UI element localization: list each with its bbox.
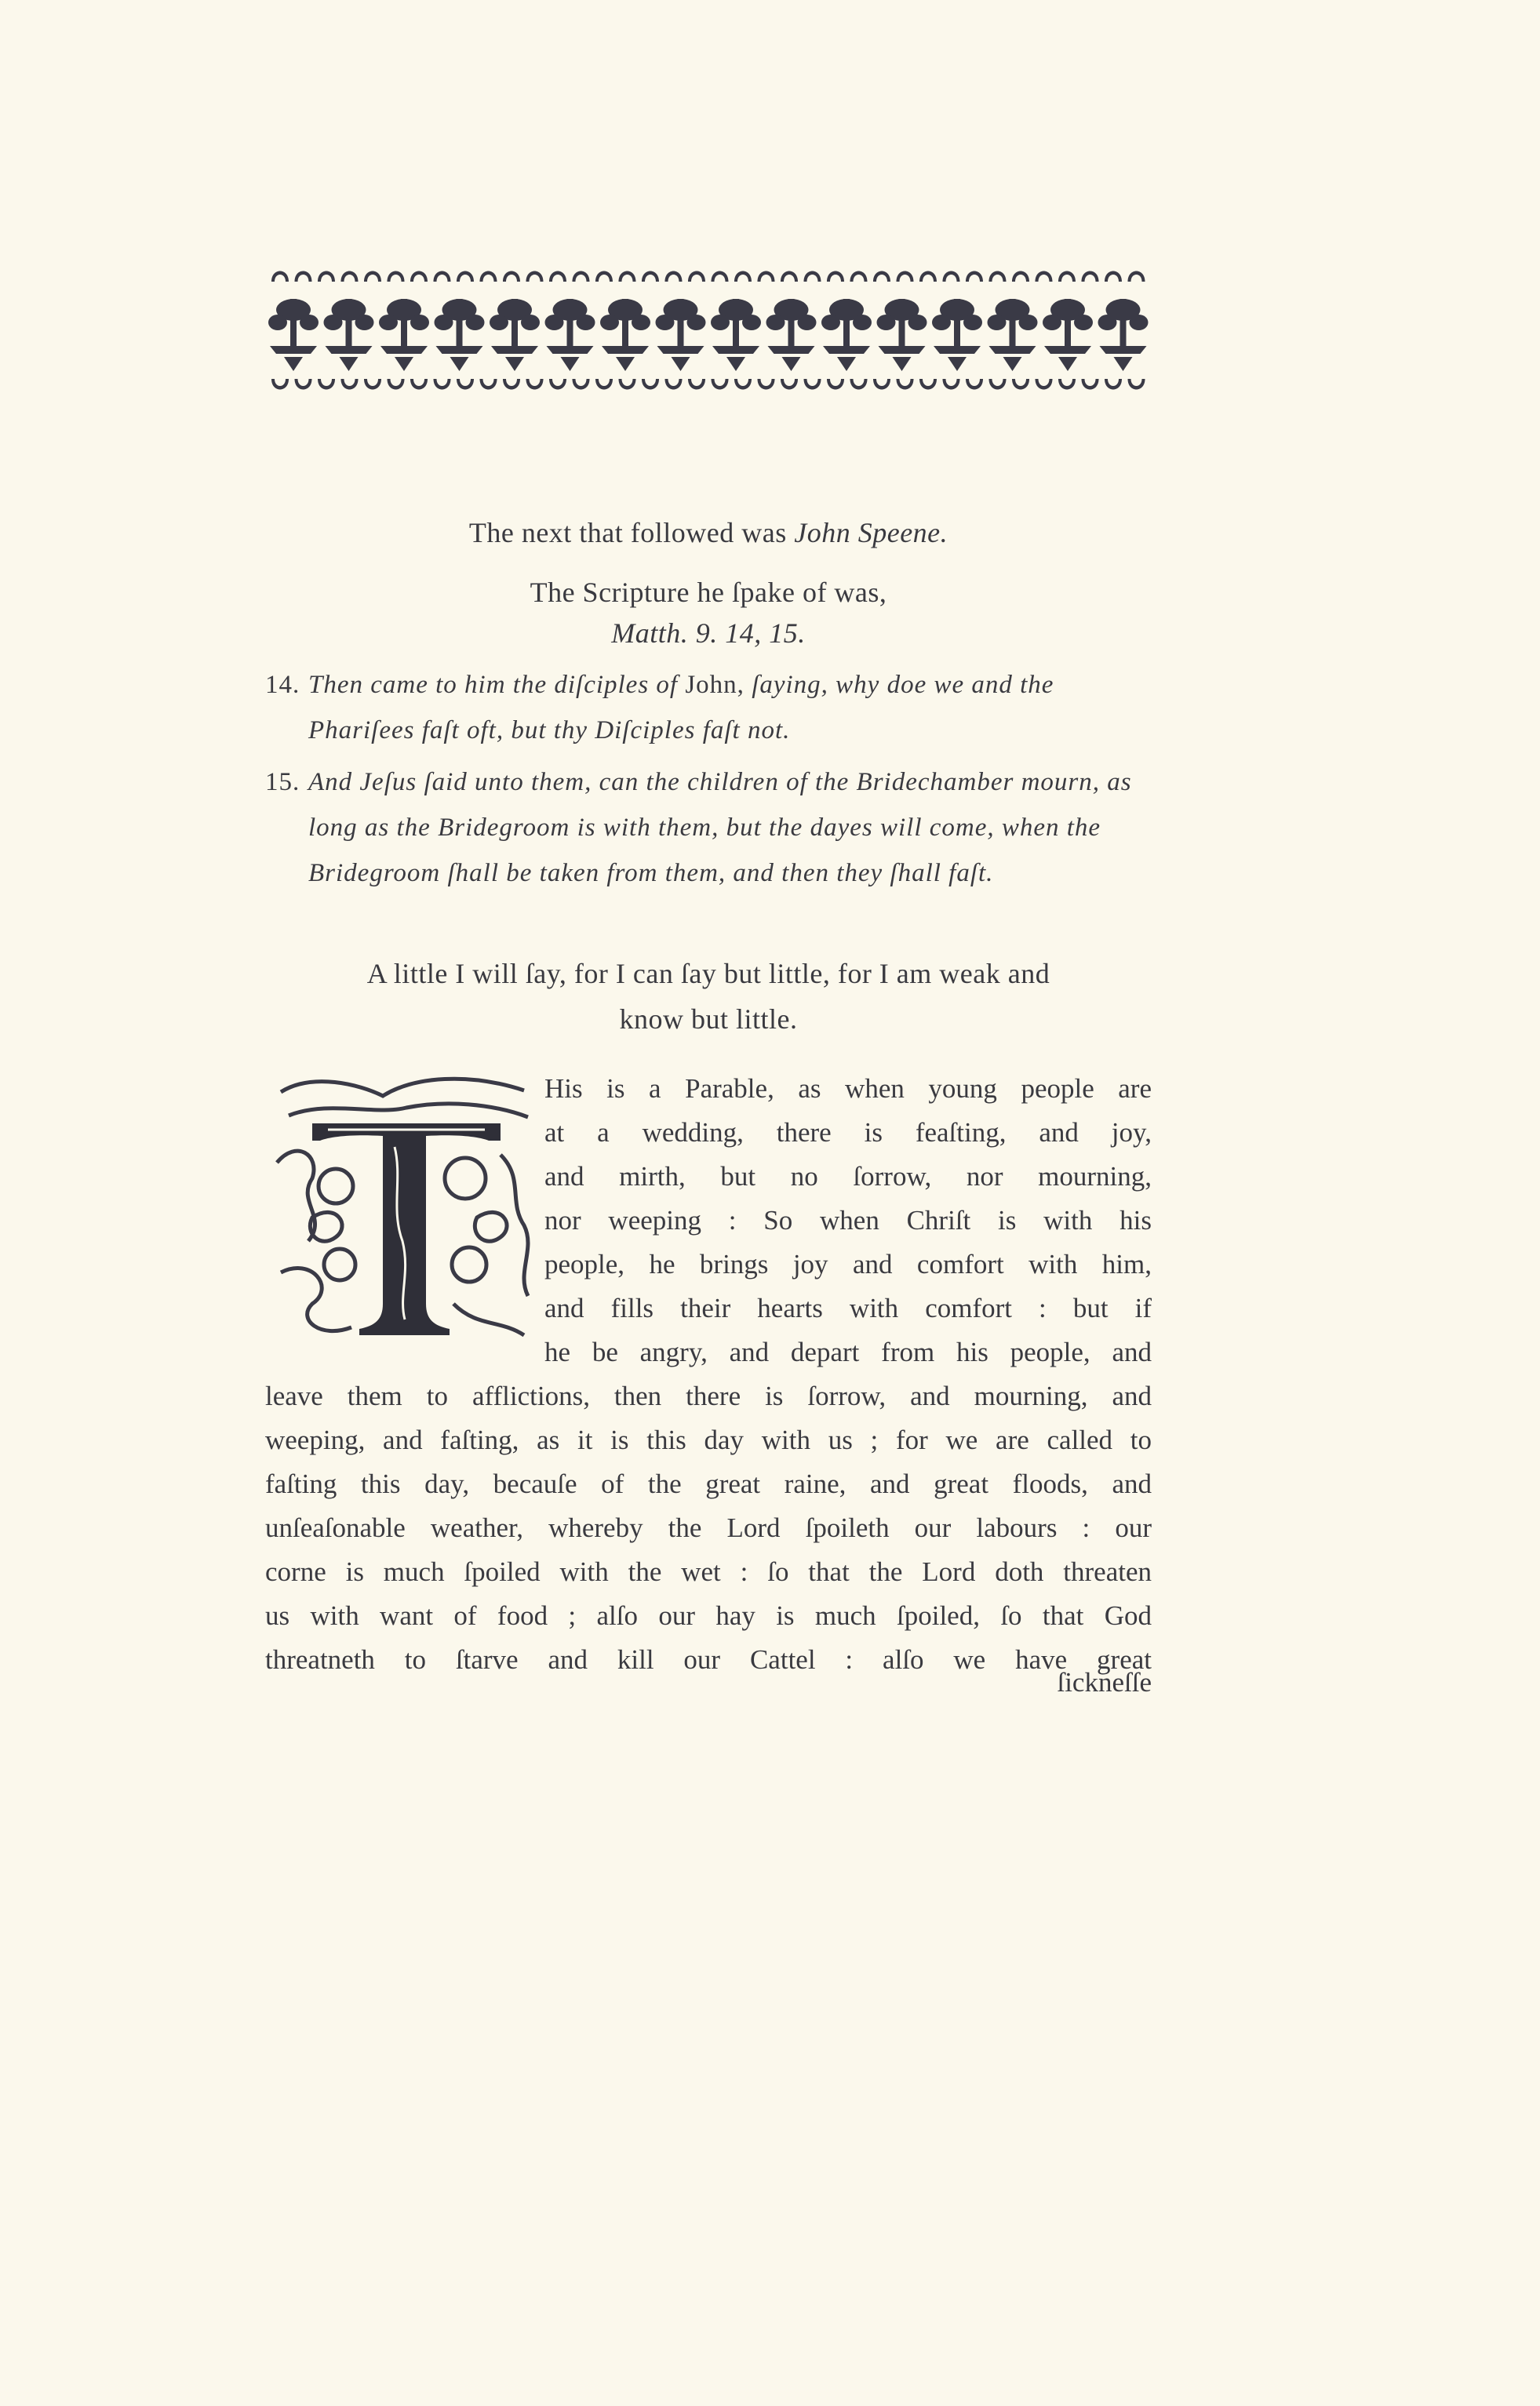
heading-prefix: The next that followed was [468,517,787,548]
intro-paragraph [265,951,1152,1042]
intro-line-2: know but little. [619,1003,798,1035]
body-line: corne is much ſpoiled with the wet : ſo that the Lord doth threaten [265,1556,1152,1587]
ornamental-headband [265,261,1152,402]
catchword: ſickneſſe [1057,1667,1152,1698]
decorated-initial-T [265,1068,541,1352]
body-line: us with want of food ; alſo our hay is much ſpoiled, ſo that God [265,1600,1152,1631]
verse-text: ſaying, why doe we and the Phariſees faſt oft, but thy Diſciples faſt not. [308,671,1054,744]
verse-14 [265,662,1152,753]
body-line: nor weeping : So when Chriſt is with his [544,1205,1152,1236]
scripture-reference: Matth. 9. 14, 15. [611,617,806,649]
body-full-lines [265,1374,1152,1682]
body-line: unſeaſonable weather, whereby the Lord ſpoileth our labours : our [265,1512,1152,1543]
verse-number: 15. [265,768,300,796]
verse-number: 14. [265,671,300,699]
body-line: at a wedding, there is feaſting, and joy, [544,1117,1152,1148]
body-line: and mirth, but no ſorrow, nor mourning, [544,1161,1152,1192]
verse-text: Then came to him the diſciples of [308,671,679,699]
body-line: leave them to afflictions, then there is ſorrow, and mourning, and [265,1381,1152,1411]
body-line: and fills their hearts with comfort : but if [544,1293,1152,1323]
verse-text-roman: John, [685,671,745,699]
heading-line-2: The Scripture he ſpake of was, [530,577,887,608]
body-line: faſting this day, becauſe of the great raine, and great floods, and [265,1469,1152,1499]
body-indented-lines [544,1067,1152,1374]
intro-line-1: A little I will ſay, for I can ſay but little, for I am weak and [366,958,1050,989]
body-line: weeping, and faſting, as it is this day with us ; for we are called to [265,1425,1152,1455]
body-line: people, he brings joy and comfort with him, [544,1249,1152,1279]
verse-text: And Jeſus ſaid unto them, can the children of the Bridechamber mourn, as long as the Bridegroom is with them, but the dayes will come, when the Bridegroom ſhall be taken from them, and then they ſhall faſt. [308,768,1132,887]
verse-15 [265,759,1152,896]
body-line: threatneth to ſtarve and kill our Cattel : alſo we have great [265,1644,1152,1675]
preacher-name: John Speene. [794,517,948,548]
scripture-verses [265,662,1152,896]
sermon-heading [265,510,1152,651]
body-line: His is a Parable, as when young people are [544,1073,1152,1104]
body-line: he be angry, and depart from his people, and [544,1337,1152,1367]
heading-line-1 [265,510,1152,555]
